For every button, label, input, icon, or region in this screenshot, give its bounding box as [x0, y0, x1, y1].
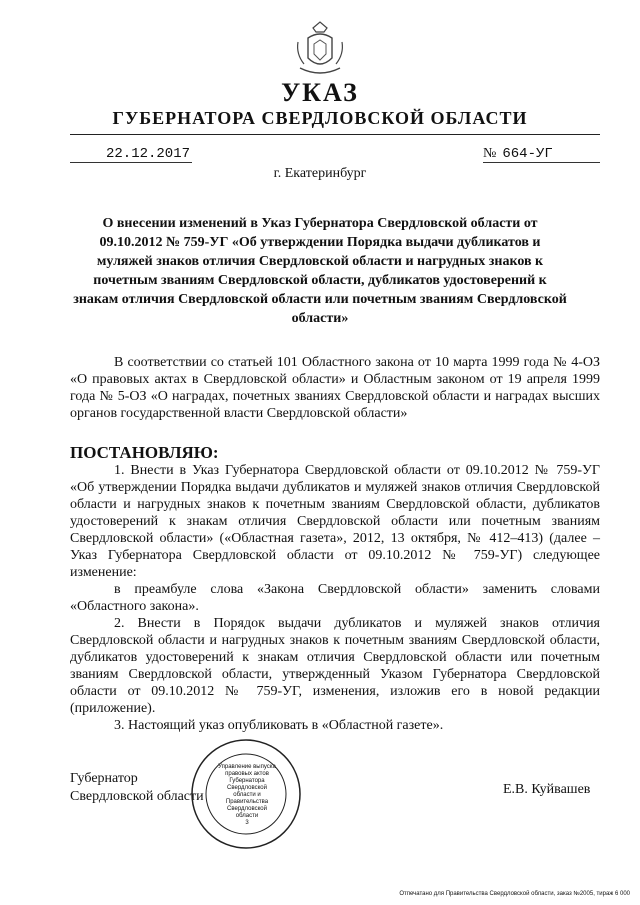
- document-date: 22.12.2017: [70, 146, 192, 163]
- print-footer: Отпечатано для Правительства Свердловской области, заказ №2005, тираж 6 000: [399, 891, 630, 897]
- stamp-number: 3: [245, 820, 249, 826]
- coat-of-arms-icon: [294, 20, 346, 80]
- document-title: УКАЗ: [281, 78, 359, 107]
- decree-items: [70, 462, 600, 734]
- city: г. Екатеринбург: [273, 166, 367, 181]
- stamp-text: Управление выпуска правовых актов Губернатора Свердловской области и Правительства Свердловской области: [218, 764, 276, 819]
- position-line: Губернатор: [70, 771, 138, 786]
- document-subject: О внесении изменений в Указ Губернатора Свердловской области от 09.10.2012 № 759-УГ «Об утверждении Порядка выдачи дубликатов и муляжей знаков отличия Свердловской области и нагрудных знаков к почетным званиям Свердловской области, дубликатов удостоверений к знакам отличия Свердловской области или почетным званиям Свердловской области»: [73, 216, 567, 326]
- signatory-position: [70, 770, 204, 806]
- decree-item: 2. Внести в Порядок выдачи дубликатов и муляжей знаков отличия Свердловской области и нагрудных знаков к почетным званиям Свердловской области, дубликатов удостоверений к знакам отличия Свердловской области или почетным званиям Свердловской области, утвержденный Указом Губернатора Свердловской области от 09.10.2012 № 759-УГ, изменения, изложив его в новой редакции (приложение).: [70, 616, 600, 716]
- decree-item: в преамбуле слова «Закона Свердловской области» заменить словами «Областного закона».: [70, 582, 600, 614]
- stamp-center-text: [216, 764, 278, 827]
- number-value: 664-УГ: [502, 146, 553, 162]
- preamble: В соответствии со статьей 101 Областного закона от 10 марта 1999 года № 4-ОЗ «О правовых актах в Свердловской области» и Областным законом от 19 апреля 1999 года № 5-ОЗ «О наградах, почетных званиях Свердловской области и наградах высших органов государственной власти Свердловской области»: [70, 355, 600, 421]
- document-issuer: ГУБЕРНАТОРА СВЕРДЛОВСКОЙ ОБЛАСТИ: [112, 108, 528, 128]
- decree-heading: ПОСТАНОВЛЯЮ:: [70, 443, 219, 462]
- number-sign: №: [483, 146, 497, 161]
- decree-item: 3. Настоящий указ опубликовать в «Областной газете».: [114, 718, 444, 733]
- header-rule: [70, 134, 600, 135]
- position-line: Свердловской области: [70, 789, 204, 804]
- signatory-name: Е.В. Куйвашев: [503, 782, 591, 797]
- decree-item: 1. Внести в Указ Губернатора Свердловской области от 09.10.2012 № 759-УГ «Об утверждении Порядка выдачи дубликатов и муляжей знаков отличия Свердловской области и нагрудных знаков к почетным званиям Свердловской области, дубликатов удостоверений к знакам отличия Свердловской области или почетным званиям Свердловской области» («Областная газета», 2012, 13 октября, № 412–413) (далее – Указ Губернатора Свердловской области от 09.10.2012 № 759-УГ) следующее изменение:: [70, 463, 600, 580]
- document-number: [483, 146, 600, 163]
